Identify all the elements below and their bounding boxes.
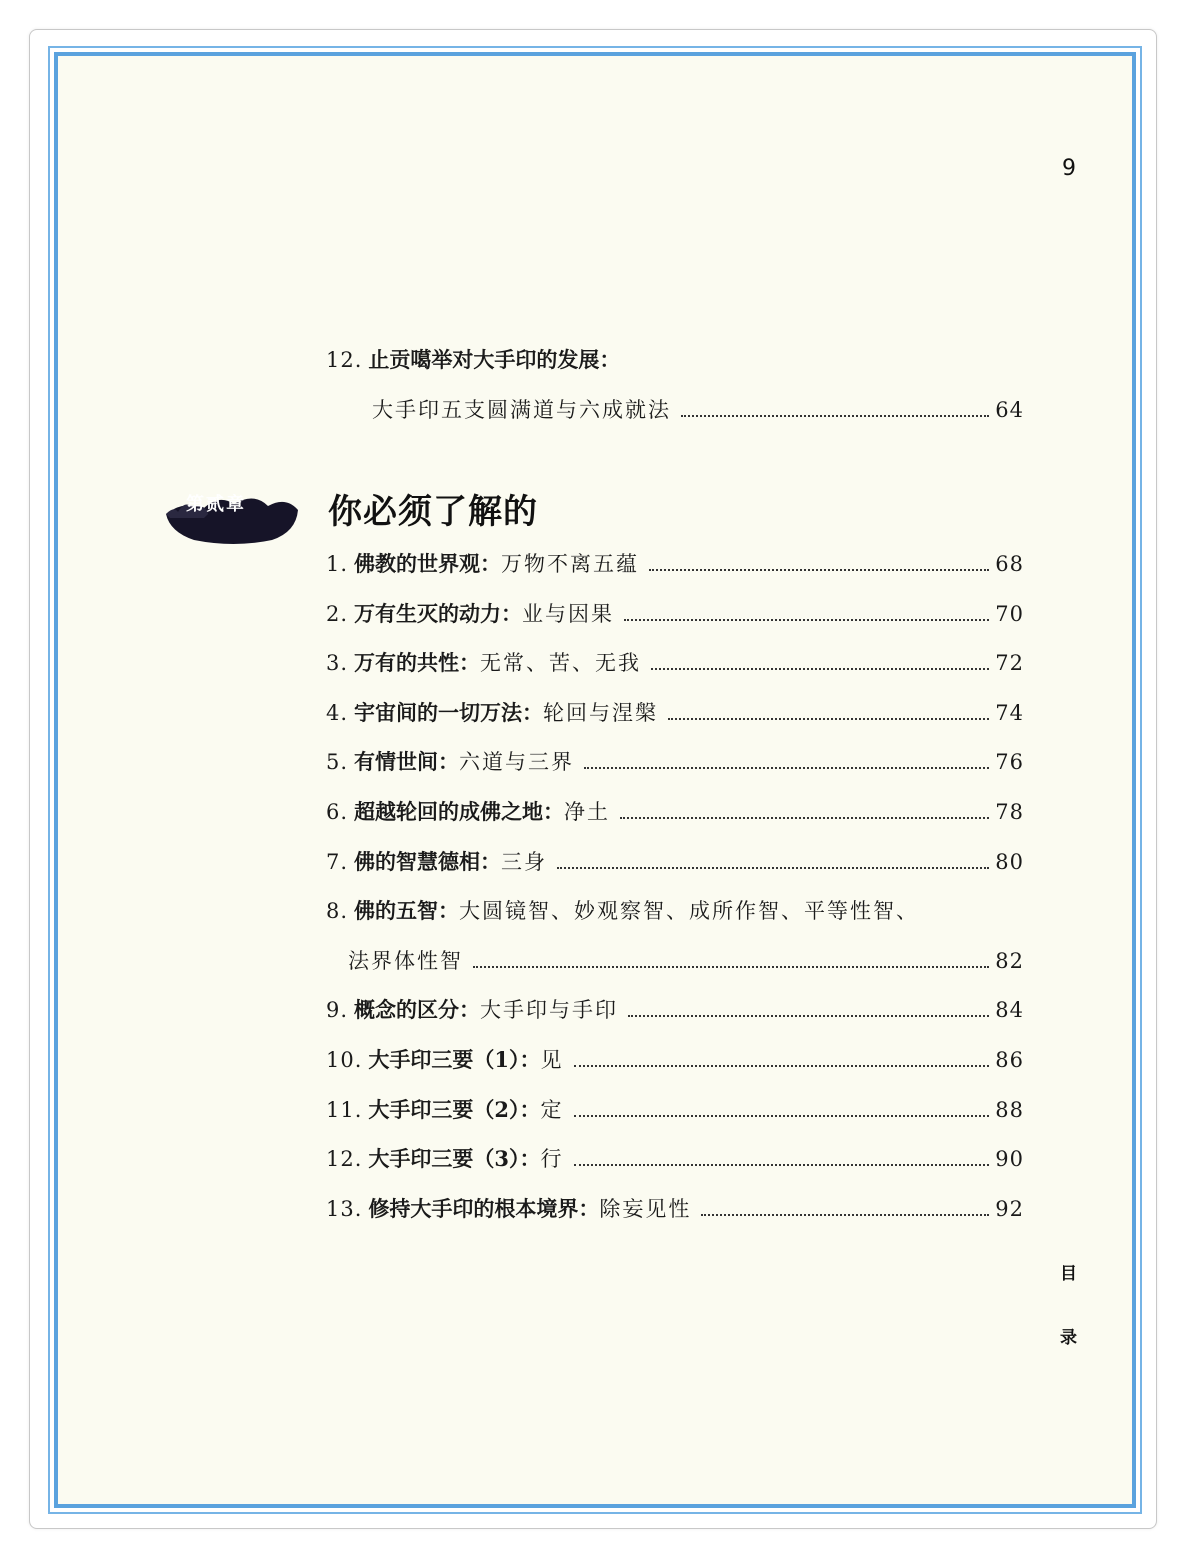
entry-title: 超越轮回的成佛之地：: [354, 799, 565, 824]
entry-number: 10.: [326, 1048, 363, 1072]
toc-entry-previous: [326, 344, 620, 374]
chapter-title: 你必须了解的: [328, 492, 538, 532]
entry-page: 90: [995, 1147, 1024, 1171]
leader-dots: [574, 1065, 990, 1067]
toc-entry-continued: [348, 945, 1024, 975]
leader-dots: [701, 1214, 989, 1216]
entry-subtitle-cont: 法界体性智: [348, 949, 463, 973]
entry-subtitle: 大手印五支圆满道与六成就法: [372, 398, 671, 422]
entry-page: 64: [995, 398, 1024, 422]
entry-number: 12.: [326, 348, 363, 372]
entry-title: 止贡噶举对大手印的发展：: [368, 347, 621, 372]
entry-page: 76: [995, 750, 1024, 774]
leader-dots: [574, 1115, 990, 1117]
entry-number: 8.: [326, 899, 349, 923]
entry-page: 70: [995, 602, 1024, 626]
entry-number: 1.: [326, 552, 349, 576]
toc-entry: [326, 1143, 1024, 1173]
entry-page: 86: [995, 1048, 1024, 1072]
entry-title: 大手印三要（3）：: [368, 1146, 541, 1171]
toc-entry: [326, 697, 1024, 727]
entry-page: 80: [995, 850, 1024, 874]
entry-title: 万有的共性：: [354, 650, 481, 675]
toc-entry: [326, 647, 1024, 677]
entry-subtitle: 行: [540, 1147, 564, 1171]
entry-page: 78: [995, 800, 1024, 824]
entry-subtitle: 定: [540, 1098, 564, 1122]
entry-subtitle: 见: [540, 1048, 564, 1072]
entry-subtitle: 净土: [564, 800, 611, 824]
leader-dots: [624, 619, 989, 621]
entry-title: 大手印三要（1）：: [368, 1047, 541, 1072]
entry-title: 宇宙间的一切万法：: [354, 700, 544, 725]
entry-page: 82: [995, 949, 1024, 973]
entry-page: 74: [995, 701, 1024, 725]
entry-subtitle: 六道与三界: [459, 750, 575, 774]
entry-number: 3.: [326, 651, 349, 675]
entry-page: 92: [995, 1197, 1024, 1221]
leader-dots: [668, 718, 989, 720]
toc-entry: [326, 746, 1024, 776]
toc-entry: [326, 548, 1024, 578]
entry-subtitle: 轮回与涅槃: [543, 701, 659, 725]
entry-page: 84: [995, 998, 1024, 1022]
side-label-lu: 录: [1060, 1328, 1077, 1348]
leader-dots: [620, 817, 989, 819]
book-page: [54, 52, 1136, 1508]
entry-title: 佛教的世界观：: [354, 551, 502, 576]
entry-subtitle: 大圆镜智、妙观察智、成所作智、平等性智、: [459, 899, 920, 923]
entry-number: 5.: [326, 750, 349, 774]
leader-dots: [473, 966, 989, 968]
entry-subtitle: 业与因果: [522, 602, 615, 626]
entry-title: 修持大手印的根本境界：: [368, 1196, 600, 1221]
toc-entry: [326, 846, 1024, 876]
entry-number: 6.: [326, 800, 349, 824]
leader-dots: [557, 867, 989, 869]
leader-dots: [628, 1015, 989, 1017]
entry-title: 有情世间：: [354, 749, 460, 774]
toc-entry: [326, 598, 1024, 628]
toc-entry: [326, 1094, 1024, 1124]
entry-number: 12.: [326, 1147, 363, 1171]
entry-page: 68: [995, 552, 1024, 576]
leader-dots: [649, 569, 989, 571]
toc-entry: [326, 1044, 1024, 1074]
entry-number: 7.: [326, 850, 349, 874]
entry-number: 4.: [326, 701, 349, 725]
entry-title: 大手印三要（2）：: [368, 1097, 541, 1122]
chapter-badge-label: 第贰章: [186, 494, 246, 515]
toc-entry: [326, 895, 1024, 925]
entry-page: 88: [995, 1098, 1024, 1122]
entry-number: 11.: [326, 1098, 363, 1122]
entry-subtitle: 无常、苦、无我: [480, 651, 642, 675]
entry-title: 万有生灭的动力：: [354, 601, 523, 626]
side-label-mu: 目: [1060, 1264, 1077, 1284]
entry-subtitle: 三身: [501, 850, 548, 874]
entry-title: 概念的区分：: [354, 997, 481, 1022]
toc-entry: [326, 1193, 1024, 1223]
leader-dots: [574, 1164, 990, 1166]
page-number: 9: [1062, 156, 1076, 181]
entry-subtitle: 除妄见性: [599, 1197, 692, 1221]
entry-title: 佛的智慧德相：: [354, 849, 502, 874]
entry-title: 佛的五智：: [354, 898, 460, 923]
leader-dots: [584, 767, 989, 769]
entry-number: 9.: [326, 998, 349, 1022]
entry-number: 2.: [326, 602, 349, 626]
leader-dots: [651, 668, 989, 670]
leader-dots: [681, 415, 989, 417]
entry-number: 13.: [326, 1197, 363, 1221]
toc-entry-previous-sub: [372, 394, 1024, 424]
entry-page: 72: [995, 651, 1024, 675]
toc-entry: [326, 994, 1024, 1024]
entry-subtitle: 大手印与手印: [480, 998, 619, 1022]
entry-subtitle: 万物不离五蕴: [501, 552, 640, 576]
toc-entry: [326, 796, 1024, 826]
